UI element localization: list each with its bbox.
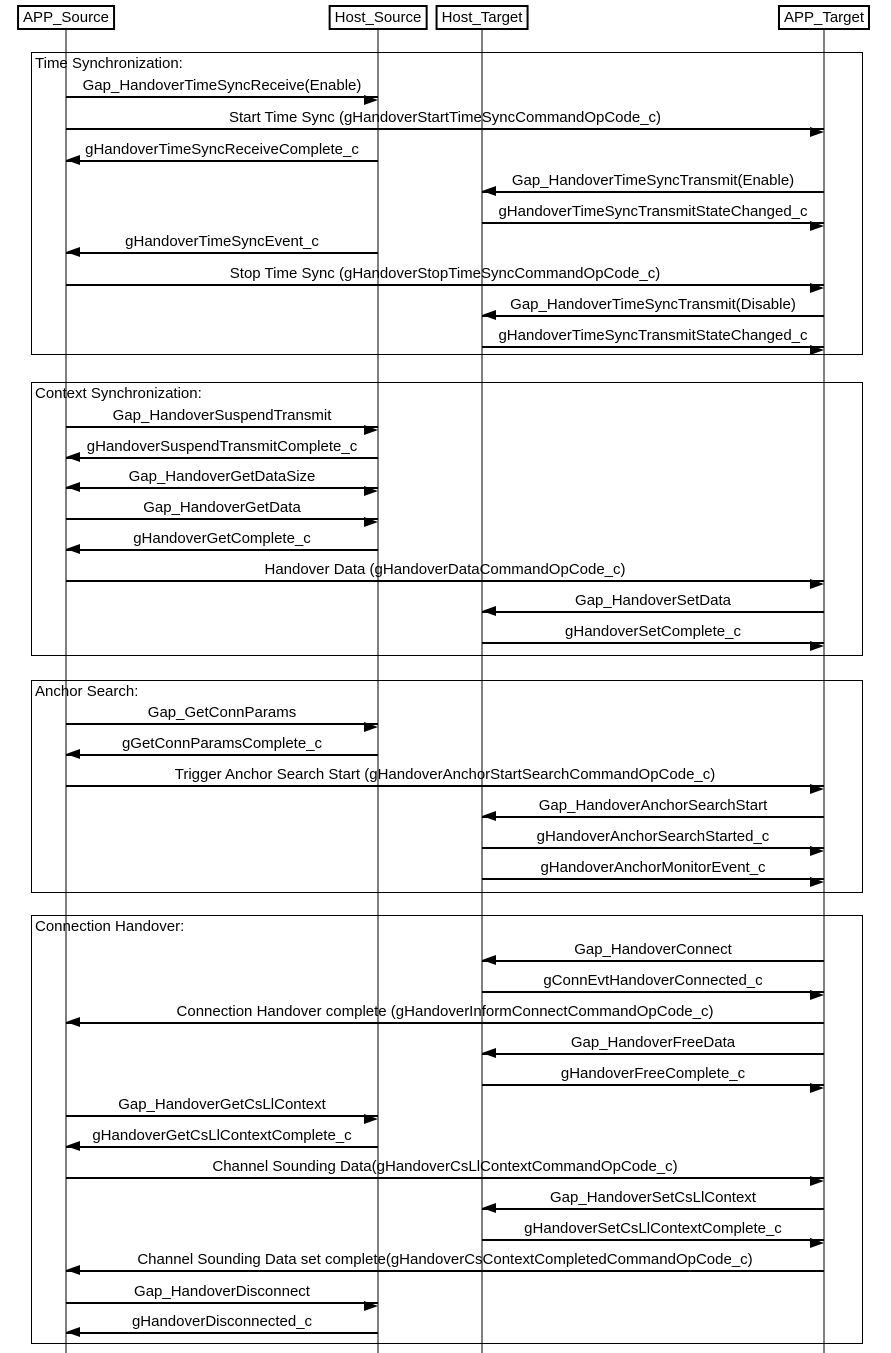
arrowhead-right-icon: [364, 722, 378, 732]
arrowhead-left-icon: [66, 1327, 80, 1337]
arrowhead-right-icon: [810, 990, 824, 1000]
message-label: gHandoverSuspendTransmitComplete_c: [86, 438, 358, 455]
arrowhead-left-icon: [482, 1048, 496, 1058]
message-label: Trigger Anchor Search Start (gHandoverAnchorStartSearchCommandOpCode_c): [174, 766, 716, 783]
message-line: [66, 128, 824, 130]
frame-title: Anchor Search:: [35, 683, 139, 700]
arrowhead-right-icon: [810, 283, 824, 293]
lifeline-label: Host_Target: [441, 9, 523, 26]
message-line: [66, 284, 824, 286]
lifeline-label: APP_Source: [23, 9, 109, 26]
message-label: Gap_HandoverTimeSyncTransmit(Enable): [511, 172, 795, 189]
message-line: [66, 1177, 824, 1179]
message-label: Gap_HandoverFreeData: [570, 1034, 736, 1051]
arrowhead-right-icon: [810, 1083, 824, 1093]
message-line: [66, 1022, 824, 1024]
arrowhead-left-icon: [66, 1265, 80, 1275]
message-label: gHandoverAnchorMonitorEvent_c: [540, 859, 766, 876]
message-label: gHandoverFreeComplete_c: [560, 1065, 746, 1082]
arrowhead-right-icon: [810, 579, 824, 589]
message-label: gHandoverTimeSyncTransmitStateChanged_c: [498, 327, 808, 344]
message-line: [482, 1053, 824, 1055]
arrowhead-left-icon: [482, 811, 496, 821]
arrowhead-left-icon: [66, 482, 80, 492]
message-label: Stop Time Sync (gHandoverStopTimeSyncCommandOpCode_c): [229, 265, 661, 282]
arrowhead-right-icon: [810, 1176, 824, 1186]
arrowhead-left-icon: [482, 606, 496, 616]
lifeline-header-app_source: [17, 5, 115, 30]
arrowhead-right-icon: [810, 784, 824, 794]
message-label: gHandoverGetComplete_c: [133, 530, 311, 547]
arrowhead-left-icon: [66, 544, 80, 554]
message-label: Gap_HandoverTimeSyncReceive(Enable): [82, 77, 362, 94]
message-line: [482, 315, 824, 317]
message-line: [66, 1146, 378, 1148]
message-line: [66, 1270, 824, 1272]
message-label: gHandoverDisconnected_c: [131, 1313, 313, 1330]
message-label: Handover Data (gHandoverDataCommandOpCode_c): [264, 561, 626, 578]
message-line: [482, 222, 824, 224]
lifeline-label: APP_Target: [783, 9, 865, 26]
message-label: Gap_HandoverAnchorSearchStart: [538, 797, 768, 814]
message-line: [66, 252, 378, 254]
message-line: [66, 754, 378, 756]
arrowhead-right-icon: [810, 846, 824, 856]
message-line: [482, 847, 824, 849]
message-line: [66, 1332, 378, 1334]
arrowhead-left-icon: [66, 247, 80, 257]
message-line: [482, 346, 824, 348]
message-label: gHandoverTimeSyncReceiveComplete_c: [85, 141, 359, 158]
message-label: Start Time Sync (gHandoverStartTimeSyncCommandOpCode_c): [228, 109, 662, 126]
arrowhead-right-icon: [810, 345, 824, 355]
message-line: [482, 1084, 824, 1086]
arrowhead-right-icon: [364, 1301, 378, 1311]
message-label: Gap_HandoverGetDataSize: [128, 468, 316, 485]
arrowhead-right-icon: [364, 486, 378, 496]
arrowhead-right-icon: [810, 877, 824, 887]
message-line: [66, 426, 378, 428]
message-line: [66, 785, 824, 787]
message-line: [482, 611, 824, 613]
arrowhead-left-icon: [482, 1203, 496, 1213]
message-label: Gap_HandoverSetCsLlContext: [550, 1189, 756, 1206]
message-line: [66, 723, 378, 725]
arrowhead-right-icon: [364, 1114, 378, 1124]
message-line: [66, 518, 378, 520]
message-label: Gap_HandoverTimeSyncTransmit(Disable): [510, 296, 796, 313]
arrowhead-left-icon: [66, 1017, 80, 1027]
arrowhead-right-icon: [810, 221, 824, 231]
frame-title: Connection Handover:: [35, 918, 185, 935]
arrowhead-left-icon: [482, 186, 496, 196]
message-label: Gap_HandoverSuspendTransmit: [112, 407, 332, 424]
message-line: [482, 191, 824, 193]
lifeline-header-host_source: [329, 5, 428, 30]
arrowhead-right-icon: [810, 1238, 824, 1248]
message-label: Gap_GetConnParams: [147, 704, 297, 721]
message-label: Gap_HandoverSetData: [575, 592, 731, 609]
message-line: [482, 1239, 824, 1241]
message-label: gHandoverTimeSyncEvent_c: [125, 233, 319, 250]
message-line: [66, 1115, 378, 1117]
message-line: [66, 549, 378, 551]
arrowhead-right-icon: [364, 425, 378, 435]
arrowhead-right-icon: [364, 517, 378, 527]
arrowhead-left-icon: [482, 310, 496, 320]
message-label: Gap_HandoverDisconnect: [134, 1283, 310, 1300]
message-line: [66, 96, 378, 98]
arrowhead-left-icon: [66, 1141, 80, 1151]
message-label: Gap_HandoverConnect: [574, 941, 732, 958]
message-line: [66, 487, 378, 489]
message-line: [66, 1302, 378, 1304]
message-line: [482, 960, 824, 962]
arrowhead-left-icon: [66, 155, 80, 165]
message-label: gHandoverGetCsLlContextComplete_c: [92, 1127, 352, 1144]
message-line: [66, 160, 378, 162]
message-label: Channel Sounding Data set complete(gHandoverCsContextCompletedCommandOpCode_c): [137, 1251, 753, 1268]
message-line: [66, 580, 824, 582]
arrowhead-left-icon: [66, 452, 80, 462]
message-line: [66, 457, 378, 459]
message-label: Gap_HandoverGetData: [143, 499, 301, 516]
arrowhead-right-icon: [810, 641, 824, 651]
lifeline-label: Host_Source: [334, 9, 422, 26]
message-line: [482, 991, 824, 993]
message-label: gGetConnParamsComplete_c: [121, 735, 323, 752]
arrowhead-right-icon: [810, 127, 824, 137]
message-label: Connection Handover complete (gHandoverInformConnectCommandOpCode_c): [176, 1003, 714, 1020]
message-label: gHandoverTimeSyncTransmitStateChanged_c: [498, 203, 808, 220]
message-line: [482, 1208, 824, 1210]
arrowhead-left-icon: [482, 955, 496, 965]
message-label: Gap_HandoverGetCsLlContext: [118, 1096, 326, 1113]
lifeline-header-app_target: [778, 5, 870, 30]
lifeline-header-host_target: [436, 5, 529, 30]
message-line: [482, 816, 824, 818]
message-line: [482, 878, 824, 880]
arrowhead-left-icon: [66, 749, 80, 759]
message-label: gHandoverAnchorSearchStarted_c: [536, 828, 770, 845]
frame-title: Time Synchronization:: [35, 55, 183, 72]
message-label: gHandoverSetComplete_c: [565, 623, 741, 640]
message-label: gConnEvtHandoverConnected_c: [543, 972, 763, 989]
message-line: [482, 642, 824, 644]
message-label: gHandoverSetCsLlContextComplete_c: [524, 1220, 782, 1237]
message-label: Channel Sounding Data(gHandoverCsLlContextCommandOpCode_c): [212, 1158, 678, 1175]
frame-title: Context Synchronization:: [35, 385, 202, 402]
arrowhead-right-icon: [364, 95, 378, 105]
